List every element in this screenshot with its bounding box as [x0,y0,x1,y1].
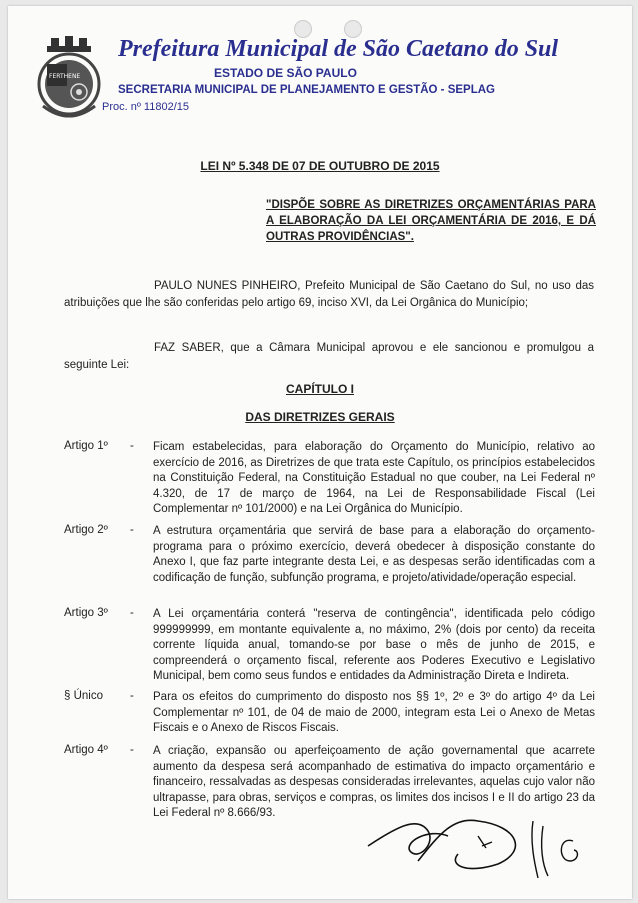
coat-of-arms-icon [33,36,105,122]
article-label: Artigo 3º [64,607,108,619]
document-page [8,6,632,899]
article-text: Ficam estabelecidas, para elaboração do Orçamento do Município, relativo ao exercício de 2016, as Diretrizes de que trata este Capítulo, os princípios estabelecidos na Constituição Federal, na Constituição Estadual no que couber, na Lei Federal nº 4.320, de 17 de março de 1964, na Lei de Responsabilidade Fiscal (Lei Complementar nº 101/2000) e na Lei Orgânica do Município. [153,441,595,515]
article-dash: - [130,524,134,536]
article-label: Artigo 1º [64,440,108,452]
preamble-paragraph: FAZ SABER, que a Câmara Municipal aprovou e ele sancionou e promulgou a seguinte Lei: [64,342,594,371]
svg-text:FERTHENE: FERTHENE [49,73,81,80]
preamble-paragraph: PAULO NUNES PINHEIRO, Prefeito Municipal de São Caetano do Sul, no uso das atribuições que lhe são conferidas pelo artigo 69, inciso XVI, da Lei Orgânica do Município; [64,280,594,309]
process-number: Proc. nº 11802/15 [102,101,189,113]
law-ementa: "DISPÕE SOBRE AS DIRETRIZES ORÇAMENTÁRIAS PARA A ELABORAÇÃO DA LEI ORÇAMENTÁRIA DE 2016, E DÁ OUTRAS PROVIDÊNCIAS". [266,199,596,243]
article-text: A criação, expansão ou aperfeiçoamento de ação governamental que acarrete aumento da despesa será acompanhado de estimativa do impacto orçamentário e financeiro, ressalvadas as despesas consideradas irrelevantes, aquelas cujo valor não ultrapasse, para obras, serviços e compras, os limites dos incisos I e II do artigo 23 da Lei Federal nº 8.666/93. [153,745,595,819]
secretariat-name: SECRETARIA MUNICIPAL DE PLANEJAMENTO E GESTÃO - SEPLAG [118,84,495,96]
article-dash: - [130,744,134,756]
chapter-title: DAS DIRETRIZES GERAIS [245,410,395,424]
law-title: LEI Nº 5.348 DE 07 DE OUTUBRO DE 2015 [200,159,440,173]
article-text: A Lei orçamentária conterá "reserva de contingência", identificada pelo código 999999999, em montante equivalente a, no máximo, 2% (dois por cento) da receita corrente líquida anual, tomando-se por base o mês de junho de 2015, e compreenderá o orçamento fiscal, referente aos Poderes Executivo e Legislativo Municipal, bem como seus fundos e entidades da Administração Direta e Indireta. [153,608,595,682]
article-text: A estrutura orçamentária que servirá de base para a elaboração do orçamento-programa para o próximo exercício, deverá obedecer à disposição constante do Anexo I, que faz parte integrante desta Lei, e as despesas serão identificadas com a codificação de função, subfunção programa, e projeto/atividade/operação especial. [153,525,595,584]
article-label: Artigo 4º [64,744,108,756]
article-dash: - [130,607,134,619]
article-dash: - [130,690,134,702]
article-text: Para os efeitos do cumprimento do disposto nos §§ 1º, 2º e 3º do artigo 4º da Lei Complementar nº 101, de 04 de maio de 2000, integram esta Lei o Anexo de Metas Fiscais e o Anexo de Riscos Fiscais. [153,691,595,734]
municipality-name: Prefeitura Municipal de São Caetano do Sul [118,36,559,62]
state-name: ESTADO DE SÃO PAULO [214,66,357,80]
sole-paragraph-label: § Único [64,690,103,702]
article-dash: - [130,440,134,452]
article-label: Artigo 2º [64,524,108,536]
handwritten-signature [358,806,588,881]
chapter-label: CAPÍTULO I [286,382,354,396]
